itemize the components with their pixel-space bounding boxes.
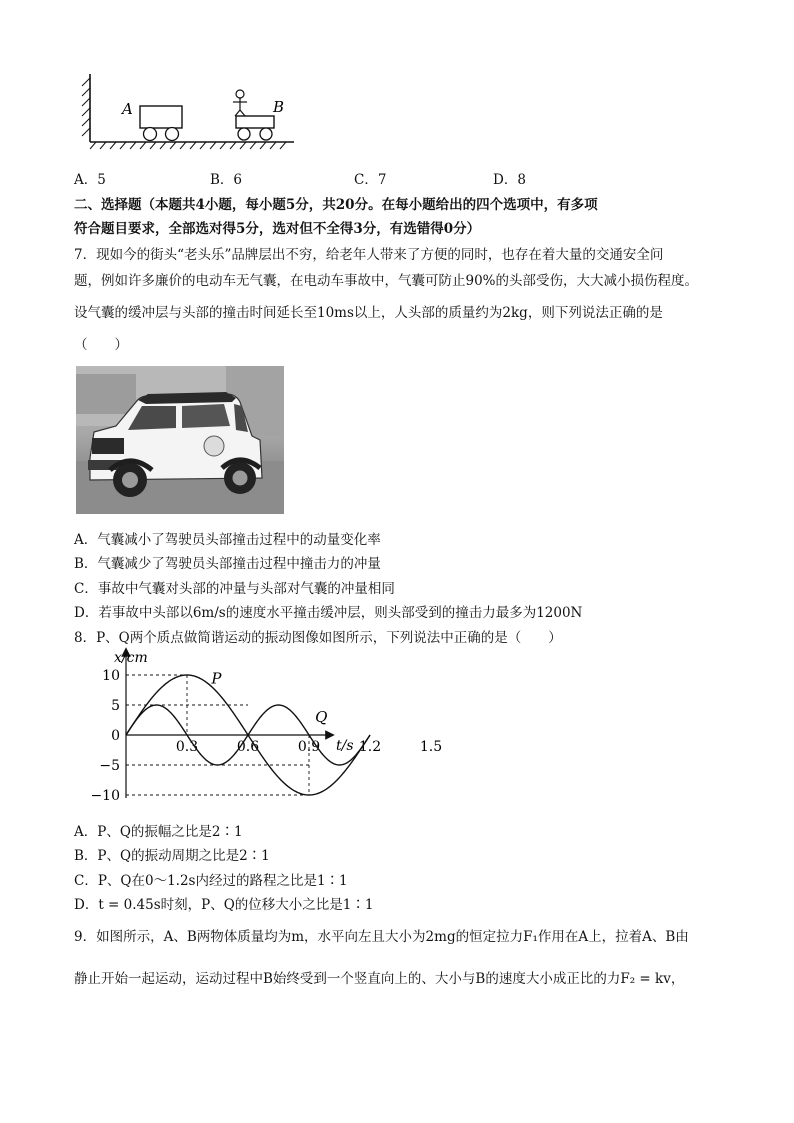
x-tick-label: 0.3 xyxy=(175,739,199,755)
section2-heading-line1: 二、选择题（本题共4小题，每小题5分，共20分。在每小题给出的四个选项中，有多项 xyxy=(74,197,598,213)
y-tick-label: 0 xyxy=(111,728,120,744)
q7-option-c: C．事故中气囊对头部的冲量与头部对气囊的冲量相同 xyxy=(74,581,395,597)
y-tick-label: −5 xyxy=(99,758,120,774)
q7-stem-line2: 题，例如许多廉价的电动车无气囊，在电动车事故中，气囊可防止90%的头部受伤，大大减小损伤程度。 xyxy=(74,273,699,289)
q6-figure xyxy=(76,70,306,154)
q8-vibration-chart xyxy=(80,646,443,810)
x-tick-label: 0.9 xyxy=(297,739,321,755)
x-axis-label: t/s xyxy=(336,738,354,754)
q8-stem: 8．P、Q两个质点做简谐运动的振动图像如图所示，下列说法中正确的是（ ） xyxy=(74,630,562,646)
q9-stem-line2: 静止开始一起运动，运动过程中B始终受到一个竖直向上的、大小与B的速度大小成正比的力F₂ = kv， xyxy=(74,971,685,987)
y-tick-label: −10 xyxy=(90,788,120,804)
q7-stem-line1: 7．现如今的街头“老头乐”品牌层出不穷，给老年人带来了方便的同时，也存在着大量的交通安全问 xyxy=(74,247,664,263)
cart-a xyxy=(140,106,182,141)
section2-heading-line2: 符合题目要求，全部选对得5分，选对但不全得3分，有选错得0分） xyxy=(74,221,481,237)
label-b: B xyxy=(273,98,285,116)
y-tick-label: 5 xyxy=(111,698,120,714)
q8-option-a: A．P、Q的振幅之比是2∶1 xyxy=(74,824,243,840)
x-tick-label: 0.6 xyxy=(236,739,260,755)
q7-stem-line3: 设气囊的缓冲层与头部的撞击时间延长至10ms以上，人头部的质量约为2kg，则下列说法正确的是 xyxy=(74,305,663,321)
y-tick-label: 10 xyxy=(102,668,120,684)
x-tick-label: 1.5 xyxy=(419,739,443,755)
series-p-label: P xyxy=(211,669,222,688)
q6-option-c: C．7 xyxy=(354,172,387,188)
cart-b xyxy=(233,90,274,140)
q7-option-a: A．气囊减小了驾驶员头部撞击过程中的动量变化率 xyxy=(74,532,381,548)
q7-option-d: D．若事故中头部以6m/s的速度水平撞击缓冲层，则头部受到的撞击力最多为1200N xyxy=(74,605,583,621)
series-q-label: Q xyxy=(315,707,328,726)
car-photo xyxy=(76,366,284,514)
label-a: A xyxy=(122,100,133,118)
q8-option-d: D．t = 0.45s时刻，P、Q的位移大小之比是1∶1 xyxy=(74,897,374,913)
q6-option-d: D．8 xyxy=(493,172,526,188)
y-axis-label: x/cm xyxy=(114,650,148,666)
q7-option-b: B．气囊减少了驾驶员头部撞击过程中撞击力的冲量 xyxy=(74,556,381,572)
q6-option-b: B．6 xyxy=(210,172,243,188)
q6-option-a: A．5 xyxy=(74,172,106,188)
q9-stem-line1: 9．如图所示，A、B两物体质量均为m，水平向左且大小为2mg的恒定拉力F₁作用在A上，拉着A、B由 xyxy=(74,929,689,945)
q7-answer-paren: （ ） xyxy=(74,337,128,353)
x-tick-label: 1.2 xyxy=(358,739,382,755)
q8-option-c: C．P、Q在0～1.2s内经过的路程之比是1∶1 xyxy=(74,873,348,889)
q8-option-b: B．P、Q的振动周期之比是2∶1 xyxy=(74,848,270,864)
